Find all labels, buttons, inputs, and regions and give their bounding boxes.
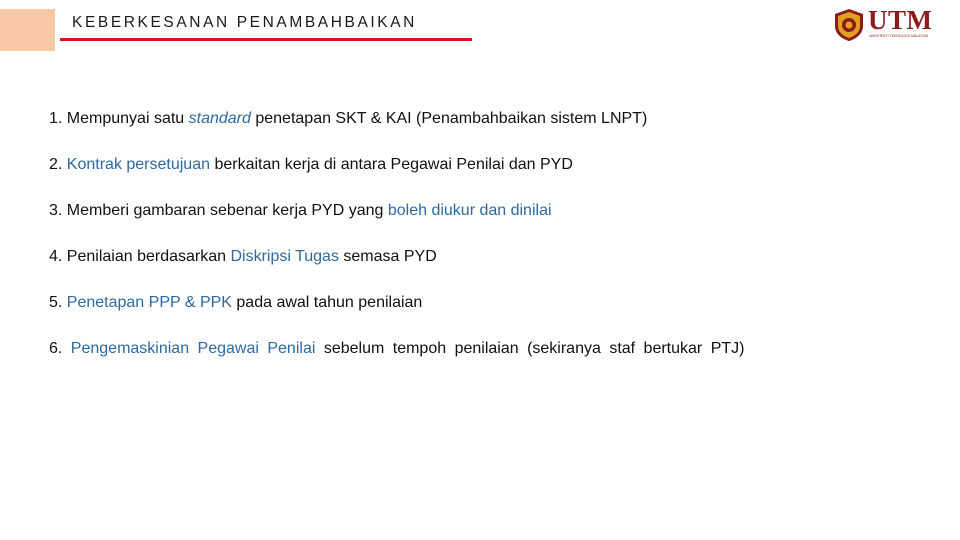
item-number: 2. <box>49 156 63 173</box>
improvement-points-list <box>49 107 773 383</box>
list-item <box>49 153 773 176</box>
item-text-rest: berkaitan kerja di antara Pegawai Penilai dan PYD <box>210 156 573 173</box>
list-item <box>49 107 773 130</box>
item-text-rest: pada awal tahun penilaian <box>231 294 423 311</box>
item-text: Mempunyai satu <box>66 110 189 127</box>
item-text-rest: semasa PYD <box>338 248 437 265</box>
item-text-rest: penetapan SKT & KAI (Penambahbaikan sistem LNPT) <box>250 110 648 127</box>
list-item <box>49 199 773 222</box>
item-number: 1. <box>49 110 63 127</box>
item-text-rest: sebelum tempoh penilaian (sekiranya staf bertukar PTJ) <box>315 340 745 357</box>
item-number: 4. <box>49 248 63 265</box>
item-highlight: standard <box>188 110 251 127</box>
item-highlight: Pengemaskinian Pegawai Penilai <box>70 340 316 357</box>
item-text: Memberi gambaran sebenar kerja PYD yang <box>66 202 388 219</box>
logo-wordmark: UTM <box>868 5 933 35</box>
list-item <box>49 291 773 314</box>
item-highlight: Penetapan PPP & PPK <box>66 294 232 311</box>
item-number: 3. <box>49 202 63 219</box>
list-item <box>49 245 773 268</box>
item-highlight: boleh diukur dan dinilai <box>387 202 552 219</box>
title-underline <box>60 38 472 41</box>
logo-subtext: UNIVERSITI TEKNOLOGI MALAYSIA <box>869 34 929 38</box>
item-highlight: Kontrak persetujuan <box>66 156 210 173</box>
item-highlight: Diskripsi Tugas <box>230 248 339 265</box>
slide-title: KEBERKESANAN PENAMBAHBAIKAN <box>72 14 417 31</box>
item-number: 5. <box>49 294 63 311</box>
item-number: 6. <box>49 340 63 357</box>
utm-crest-icon <box>833 8 865 42</box>
corner-accent-block <box>0 9 55 51</box>
list-item <box>49 337 773 360</box>
utm-logo <box>833 5 933 42</box>
item-text: Penilaian berdasarkan <box>66 248 231 265</box>
